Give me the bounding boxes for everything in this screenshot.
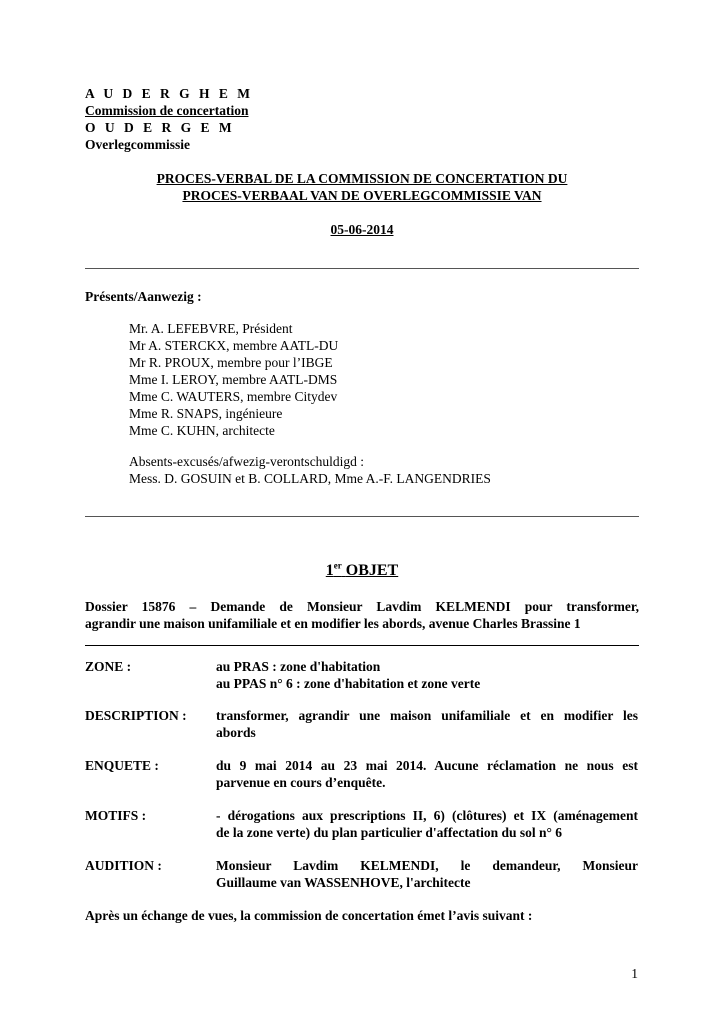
title-fr: PROCES-VERBAL DE LA COMMISSION DE CONCERTATION DU xyxy=(156,171,568,186)
member-item: Mr R. PROUX, membre pour l’IBGE xyxy=(129,355,333,370)
member-item: Mme C. WAUTERS, membre Citydev xyxy=(129,389,338,404)
motifs-value xyxy=(216,807,638,841)
municipality-fr: A U D E R G H E M xyxy=(85,86,254,101)
enquete-line: du 9 mai 2014 au 23 mai 2014. Aucune réclamation ne nous est xyxy=(216,758,638,773)
audition-line: Guillaume van WASSENHOVE, l'architecte xyxy=(216,875,471,890)
presents-heading: Présents/Aanwezig : xyxy=(85,289,202,304)
member-item: Mme C. KUHN, architecte xyxy=(129,423,275,438)
motifs-line: de la zone verte) du plan particulier d'affectation du sol n° 6 xyxy=(216,825,563,840)
dossier-line-1: Dossier 15876 – Demande de Monsieur Lavdim KELMENDI pour transformer, xyxy=(85,599,639,614)
audition-label: AUDITION : xyxy=(85,858,162,873)
absent-heading: Absents-excusés/afwezig-verontschuldigd : xyxy=(129,454,365,469)
commission-nl: Overlegcommissie xyxy=(85,137,190,152)
municipality-nl: O U D E R G E M xyxy=(85,120,235,135)
member-item: Mme R. SNAPS, ingénieure xyxy=(129,406,283,421)
meeting-date: 05-06-2014 xyxy=(330,222,394,237)
divider xyxy=(85,268,639,269)
zone-line: au PPAS n° 6 : zone d'habitation et zone verte xyxy=(216,676,481,691)
objet-suffix: er xyxy=(333,560,342,571)
audition-value xyxy=(216,857,638,891)
audition-line: Monsieur Lavdim KELMENDI, le demandeur, Monsieur xyxy=(216,858,638,873)
motifs-line: - dérogations aux prescriptions II, 6) (clôtures) et IX (aménagement xyxy=(216,808,638,823)
member-item: Mr. A. LEFEBVRE, Président xyxy=(129,321,293,336)
dossier-line-2: agrandir une maison unifamiliale et en modifier les abords, avenue Charles Brassine 1 xyxy=(85,616,581,631)
description-line: transformer, agrandir une maison unifamiliale et en modifier les xyxy=(216,708,638,723)
divider xyxy=(85,645,639,646)
absent-names: Mess. D. GOSUIN et B. COLLARD, Mme A.-F. LANGENDRIES xyxy=(129,471,491,486)
zone-line: au PRAS : zone d'habitation xyxy=(216,659,381,674)
member-item: Mme I. LEROY, membre AATL-DMS xyxy=(129,372,338,387)
divider xyxy=(85,516,639,517)
objet-number: 1 xyxy=(325,562,334,579)
page-number: 1 xyxy=(631,966,638,981)
zone-label: ZONE : xyxy=(85,659,132,674)
objet-heading xyxy=(85,561,639,581)
title-nl: PROCES-VERBAAL VAN DE OVERLEGCOMMISSIE VAN xyxy=(182,188,542,203)
description-label: DESCRIPTION : xyxy=(85,708,187,723)
commission-fr: Commission de concertation xyxy=(85,103,249,118)
enquete-line: parvenue en cours d’enquête. xyxy=(216,775,386,790)
zone-value xyxy=(216,658,638,692)
description-line: abords xyxy=(216,725,256,740)
enquete-label: ENQUETE : xyxy=(85,758,159,773)
objet-word: OBJET xyxy=(345,562,399,579)
members-list xyxy=(129,320,338,439)
motifs-label: MOTIFS : xyxy=(85,808,147,823)
conclusion-text: Après un échange de vues, la commission de concertation émet l’avis suivant : xyxy=(85,908,533,923)
description-value xyxy=(216,707,638,741)
enquete-value xyxy=(216,757,638,791)
member-item: Mr A. STERCKX, membre AATL-DU xyxy=(129,338,339,353)
